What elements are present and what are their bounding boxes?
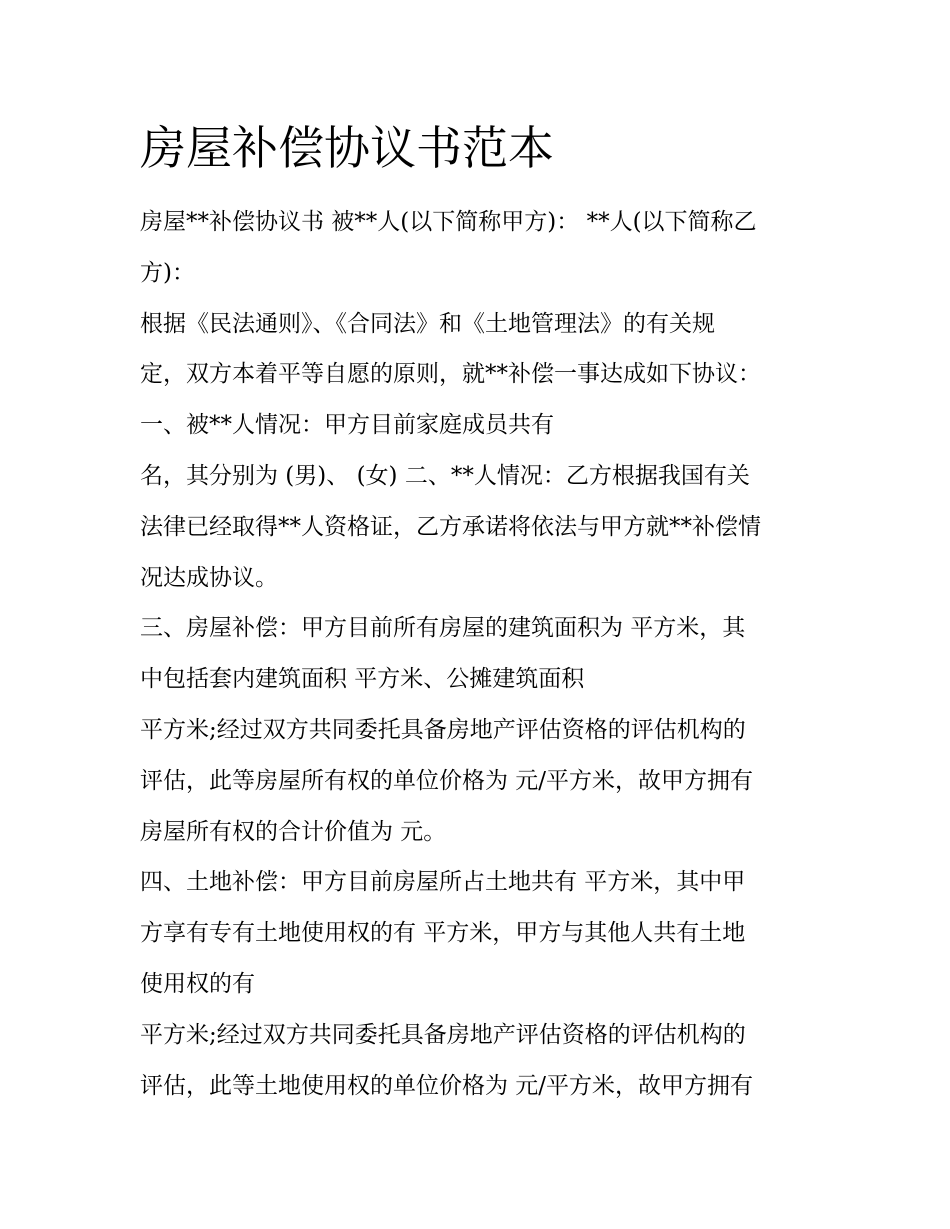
body-line-18: 评估，此等土地使用权的单位价格为 元/平方米，故甲方拥有 bbox=[140, 1072, 754, 1099]
body-line-16: 使用权的有 bbox=[140, 970, 255, 997]
body-line-9: 三、房屋补偿：甲方目前所有房屋的建筑面积为 平方米，其 bbox=[140, 615, 746, 642]
document-title: 房屋补偿协议书范本 bbox=[140, 121, 554, 175]
body-line-7: 法律已经取得**人资格证，乙方承诺将依法与甲方就**补偿情 bbox=[140, 513, 761, 540]
body-line-15: 方享有专有土地使用权的有 平方米，甲方与其他人共有土地 bbox=[140, 920, 746, 947]
body-line-13: 房屋所有权的合计价值为 元。 bbox=[140, 818, 447, 845]
body-line-8: 况达成协议。 bbox=[140, 564, 278, 591]
body-line-11: 平方米;经过双方共同委托具备房地产评估资格的评估机构的 bbox=[140, 716, 746, 743]
body-line-3: 根据《民法通则》、《合同法》和《土地管理法》的有关规 bbox=[140, 310, 715, 337]
body-line-12: 评估，此等房屋所有权的单位价格为 元/平方米，故甲方拥有 bbox=[140, 767, 754, 794]
body-line-10: 中包括套内建筑面积 平方米、公摊建筑面积 bbox=[140, 666, 585, 693]
body-line-6: 名，其分别为 (男)、 (女) 二、**人情况：乙方根据我国有关 bbox=[140, 462, 750, 489]
body-line-4: 定，双方本着平等自愿的原则，就**补偿一事达成如下协议： bbox=[140, 361, 761, 388]
body-line-17: 平方米;经过双方共同委托具备房地产评估资格的评估机构的 bbox=[140, 1021, 746, 1048]
body-line-5: 一、被**人情况：甲方目前家庭成员共有 bbox=[140, 412, 554, 439]
document-body bbox=[140, 197, 820, 1111]
body-line-2: 方)： bbox=[140, 259, 195, 286]
body-line-14: 四、土地补偿：甲方目前房屋所占土地共有 平方米，其中甲 bbox=[140, 869, 746, 896]
body-line-1: 房屋**补偿协议书 被**人(以下简称甲方)： **人(以下简称乙 bbox=[140, 209, 757, 235]
